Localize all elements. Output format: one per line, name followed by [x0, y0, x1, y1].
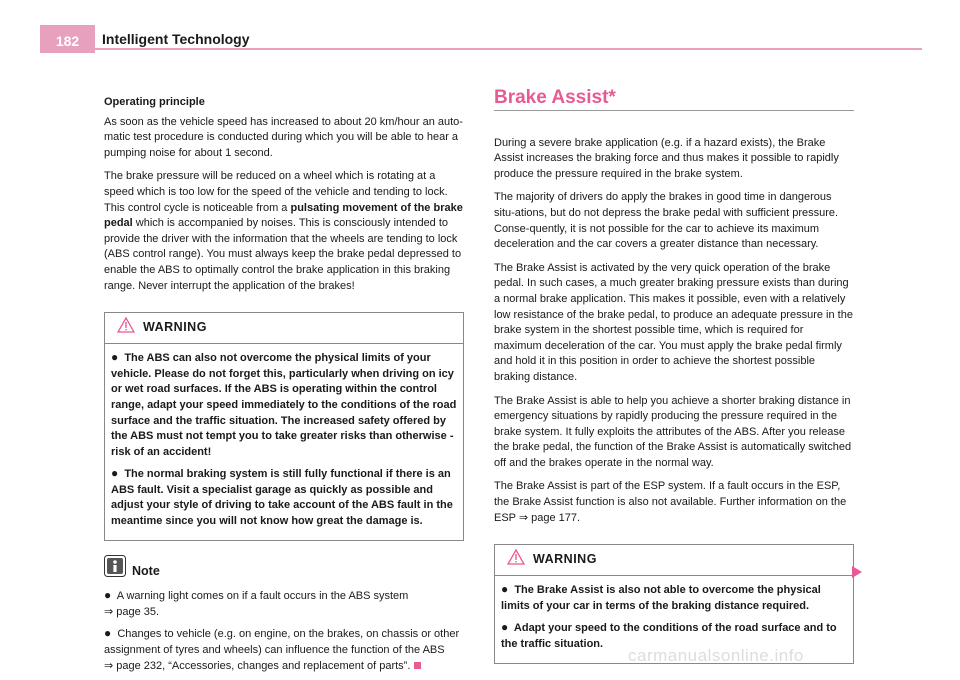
left-column: [104, 95, 464, 680]
page-number-badge: [40, 25, 95, 53]
page-number: 182: [55, 33, 80, 49]
warning-header: [105, 313, 463, 344]
chapter-title: Intelligent Technology: [102, 31, 250, 47]
bullet-icon: ●: [111, 350, 119, 365]
bullet-icon: ●: [501, 620, 509, 635]
warning-triangle-icon: [117, 317, 135, 339]
watermark-text: carmanualsonline.info: [628, 646, 804, 665]
bullet-icon: ●: [104, 626, 112, 641]
note-icon: [104, 555, 126, 583]
note-title: Note: [132, 563, 160, 578]
continue-arrow-icon[interactable]: [851, 565, 863, 584]
paragraph: The Brake Assist is part of the ESP system. If a fault occurs in the ESP, the Brake Assist function is also not available. Further information on the ESP ⇒ page 177.: [494, 480, 847, 524]
abs-warning-box: [104, 312, 464, 541]
paragraph: The Brake Assist is able to help you achieve a shorter braking distance in emergency situations by rapidly producing the pressure required in the brake system. It fully exploits the attributes of the ABS. After you release the brake pedal, the function of the Brake Assist is automatically switched off and the brakes operate in the normal way.: [494, 394, 852, 469]
paragraph: The Brake Assist is activated by the very quick operation of the brake pedal. In such cases, a much greater braking pressure exists than during a normal brake application. This makes it possible, even with a relatively low resistance of the brake pedal, to produce an adequate pressure in the brake system in the shortest possible time, which is required for maximum deceleration of the car. You must apply the brake pedal firmly and hold it in this position in order to achieve the shortest possible braking distance.: [494, 261, 853, 383]
note-item: ● Changes to vehicle (e.g. on engine, on the brakes, on chassis or other assignment of tyres and wheels) can influence the function of the ABS ⇒ page 232, “Accessories, changes and replacement of parts”.: [104, 626, 460, 672]
bullet-icon: ●: [104, 588, 112, 603]
warning-item: ● The Brake Assist is also not able to overcome the physical limits of your car in terms of the braking distance required.: [501, 582, 821, 612]
warning-title: WARNING: [533, 552, 597, 567]
operating-principle-heading: Operating principle: [104, 96, 205, 108]
warning-title: WARNING: [143, 320, 207, 335]
bullet-icon: ●: [111, 466, 119, 481]
paragraph: The majority of drivers do apply the brakes in good time in dangerous situ-ations, but do not depress the brake pedal with sufficient pressure. Conse-quently, it is not possible for the car to achieve its maximum deceleration and the car covers a greater distance than necessary.: [494, 191, 839, 251]
paragraph: During a severe brake application (e.g. if a hazard exists), the Brake Assist increases the braking force and thus makes it possible to rapidly produce the pressure required in the brake system.: [494, 136, 839, 180]
page-reference-link[interactable]: ⇒ page 177.: [518, 511, 581, 524]
paragraph: The brake pressure will be reduced on a wheel which is rotating at a speed which is too low for the speed of the vehicle and tending to lock. This control cycle is noticeable from a pulsating movement of the brake pedal which is accompanied by noises. This is consciously intended to provide the driver with the information that the wheels are tending to lock (ABS control range). You must always keep the brake pedal depressed to enable the ABS to optimally control the brake application in this braking range. Never interrupt the application of the brakes!: [104, 170, 463, 292]
paragraph: As soon as the vehicle speed has increased to about 20 km/hour an auto-matic test procedure is conducted during which you will be able to hear a pumping noise for about 1 second.: [104, 115, 463, 159]
bullet-icon: ●: [501, 582, 509, 597]
warning-header: [495, 545, 853, 576]
note-header: [104, 555, 464, 583]
page-reference-link[interactable]: ⇒ page 35.: [104, 605, 160, 618]
section-end-icon: [414, 662, 421, 669]
warning-body: [105, 344, 463, 540]
right-column: [494, 87, 854, 674]
header-rule: [95, 48, 922, 50]
note-item: ● A warning light comes on if a fault occurs in the ABS system ⇒ page 35.: [104, 588, 409, 618]
warning-item: ● The normal braking system is still fully functional if there is an ABS fault. Visit a specialist garage as quickly as possible and adjust your style of driving to take account of the ABS fault in the meantime since you will not know how great the damage is.: [111, 466, 453, 528]
warning-triangle-icon: [507, 549, 525, 571]
warning-item: ● The ABS can also not overcome the physical limits of your vehicle. Please do not forget this, particularly when driving on icy or wet road surfaces. If the ABS is operating within the control range, adapt your speed immediately to the conditions of the road surface and the traffic situation. The increased safety offered by the ABS must not tempt you to take greater risks than otherwise - risk of an accident!: [111, 350, 457, 458]
warning-item: ● Adapt your speed to the conditions of the road surface and to the traffic situation.: [501, 620, 837, 651]
section-title: Brake Assist*: [494, 87, 616, 108]
emphasis-text: pulsating movement of the brake pedal: [104, 201, 463, 230]
page-reference-link[interactable]: ⇒ page 232, “Accessories, changes and replacement of parts”.: [104, 659, 411, 672]
section-rule: [494, 110, 854, 111]
